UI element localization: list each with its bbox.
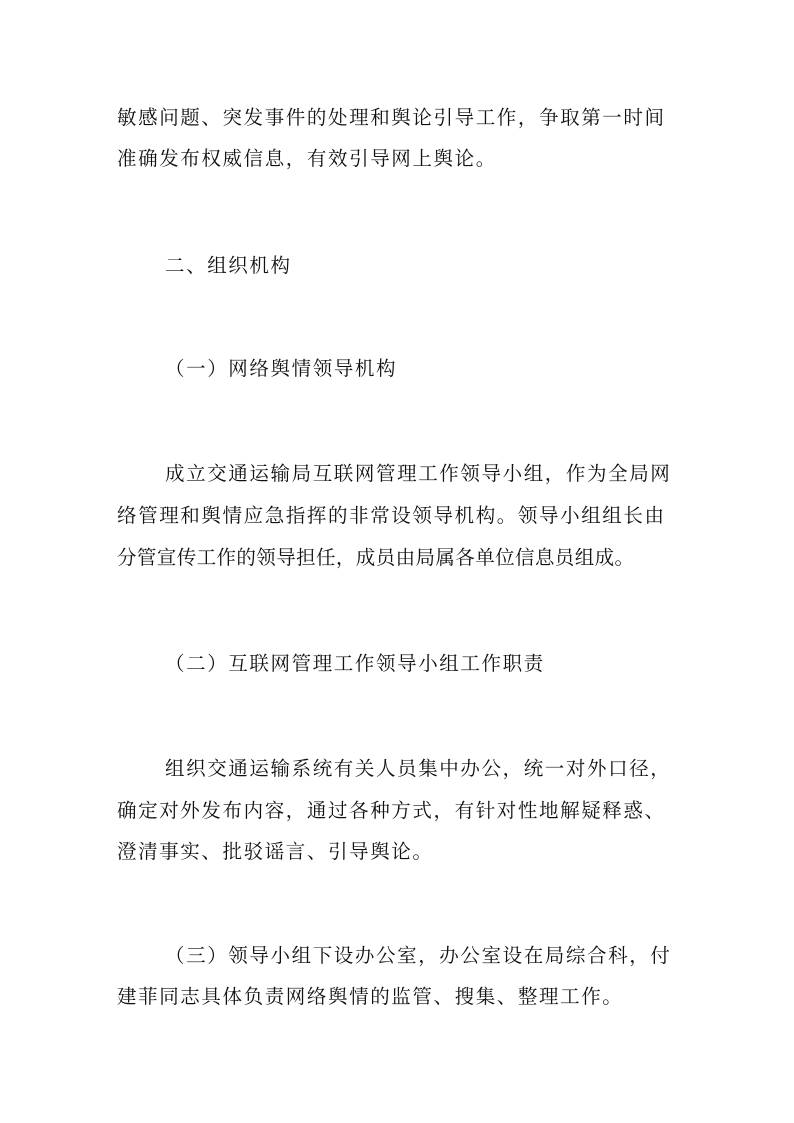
section-heading: 二、组织机构 <box>165 254 292 277</box>
paragraph-line: 澄清事实、批驳谣言、引导舆论。 <box>117 840 434 863</box>
paragraph-line: （三）领导小组下设办公室，办公室设在局综合科，付 <box>165 944 672 967</box>
paragraph-line: 确定对外发布内容，通过各种方式，有针对性地解疑释惑、 <box>117 799 666 822</box>
paragraph-line: 分管宣传工作的领导担任，成员由局属各单位信息员组成。 <box>117 546 635 569</box>
subsection-heading: （一）网络舆情领导机构 <box>165 357 398 380</box>
paragraph-line: 建菲同志具体负责网络舆情的监管、搜集、整理工作。 <box>117 985 624 1008</box>
paragraph-line: 成立交通运输局互联网管理工作领导小组，作为全局网 <box>165 462 672 485</box>
paragraph-line: 组织交通运输系统有关人员集中办公，统一对外口径， <box>165 757 672 780</box>
paragraph-line: 准确发布权威信息，有效引导网上舆论。 <box>117 147 497 170</box>
paragraph-line: 络管理和舆情应急指挥的非常设领导机构。领导小组组长由 <box>117 504 666 527</box>
subsection-heading: （二）互联网管理工作领导小组工作职责 <box>165 652 545 675</box>
paragraph-line: 敏感问题、突发事件的处理和舆论引导工作，争取第一时间 <box>117 106 666 129</box>
